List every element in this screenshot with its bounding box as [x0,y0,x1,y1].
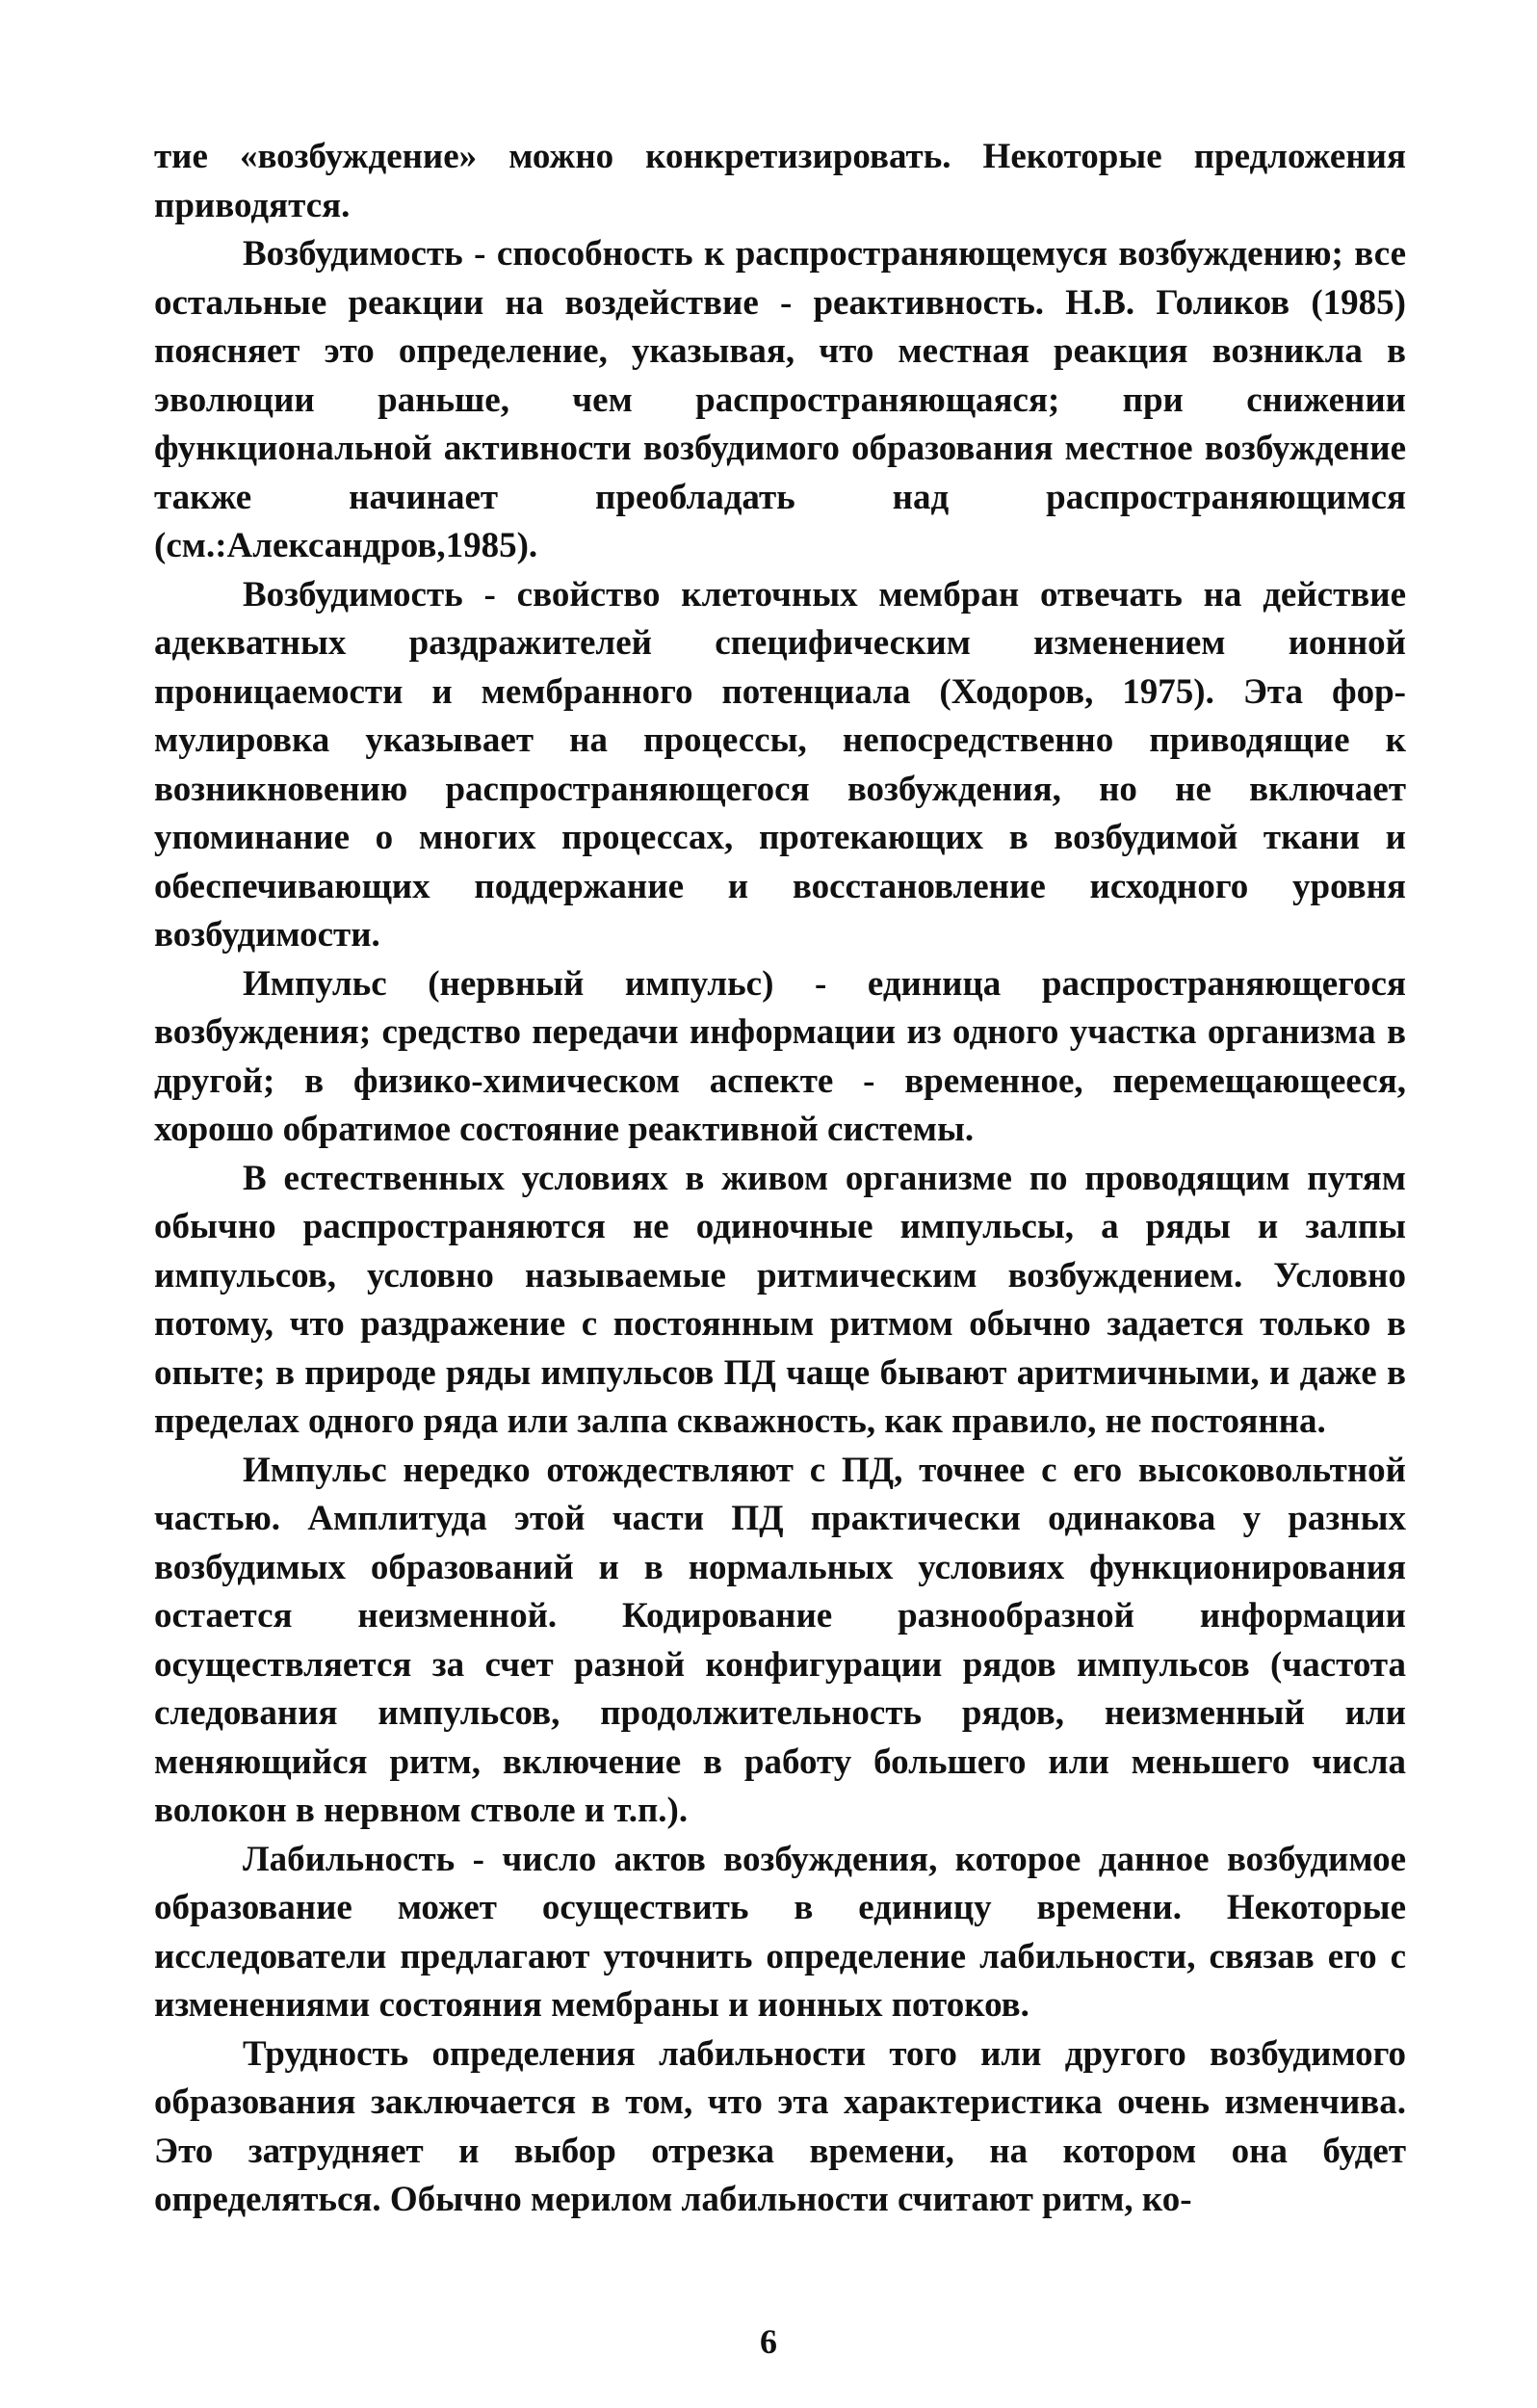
paragraph-2-text: - способность к распространяющемуся возбуждению; все остальные реакции на воздействие - реактивность. Н.В. Голиков (1985) поясняет это определение, указывая, что местная реакция возникла в эволюции раньше, чем распространяющаяся; при снижении функциональной активности возбудимого образования местное возбуждение также начинает преобладать над распространяющимся (см.:Александров,1985). [154,234,1406,565]
term-excitability-membrane: Возбудимость [243,574,463,615]
paragraph-1 [154,133,1406,230]
paragraph-3 [154,571,1406,960]
paragraph-1-text: тие «возбуждение» можно конкретизировать. Некоторые предложения приводятся. [154,137,1406,225]
page-number: 6 [760,2322,777,2361]
term-impulse: Импульс [243,963,387,1004]
paragraph-7-text: - число актов возбуждения, которое данное возбудимое образование может осуществить в единицу времени. Некоторые исследователи предлагают уточнить определение лабильности, связав его с изменениями состояния мембраны и ионных потоков. [154,1839,1406,2025]
paragraph-3-text: - свойство клеточных мембран отвечать на действие адекватных раздражителей специфическим изменением ионной проницаемости и мембранного потенциала (Ходоров, 1975). Эта формулировка указывает на процессы, непосредственно приводящие к возникновению распространяющегося возбуждения, но не включает упоминание о многих процессах, протекающих в возбудимой ткани и обеспечивающих поддержание и восстановление исходного уровня возбудимости. [154,574,1406,955]
paragraph-7 [154,1836,1406,2030]
paragraph-6-text: Импульс нередко отождествляют с ПД, точнее с его высоковольтной частью. Амплитуда этой части ПД практически одинакова у разных возбудимых образований и в нормальных условиях функционирования остается неизменной. Кодирование разнообразной информации осуществляется за счет разной конфигурации рядов импульсов (частота следования импульсов, продолжительность рядов, неизменный или меняющийся ритм, включение в работу большего или меньшего числа волокон в нервном стволе и т.п.). [154,1450,1406,1830]
paragraph-4 [154,960,1406,1155]
paragraph-5-text: В естественных условиях в живом организме по проводящим путям обычно распространяются не одиночные импульсы, а ряды и залпы импульсов, условно называемые ритмическим возбуждением. Условно потому, что раздражение с постоянным ритмом обычно задается только в опыте; в природе ряды импульсов ПД чаще бывают аритмичными, и даже в пределах одного ряда или залпа скважность, как правило, не постоянна. [154,1158,1406,1441]
page-body [154,133,1406,2225]
paragraph-8 [154,2030,1406,2225]
paragraph-8-text: Трудность определения лабильности того или другого возбудимого образования заключается в том, что эта характеристика очень изменчива. Это затрудняет и выбор отрезка времени, на котором она будет определяться. Обычно мерилом лабильности считают ритм, ко- [154,2033,1406,2219]
paragraph-2 [154,230,1406,571]
term-lability: Лабильность [243,1839,456,1879]
paragraph-4-text: (нервный импульс) - единица распространяющегося возбуждения; средство передачи информации из одного участка организма в другой; в физико-химическом аспекте - временное, перемещающееся, хорошо обратимое состояние реактивной системы. [154,963,1406,1149]
term-excitability: Возбудимость [243,234,463,274]
paragraph-5 [154,1155,1406,1447]
paragraph-6 [154,1447,1406,1836]
